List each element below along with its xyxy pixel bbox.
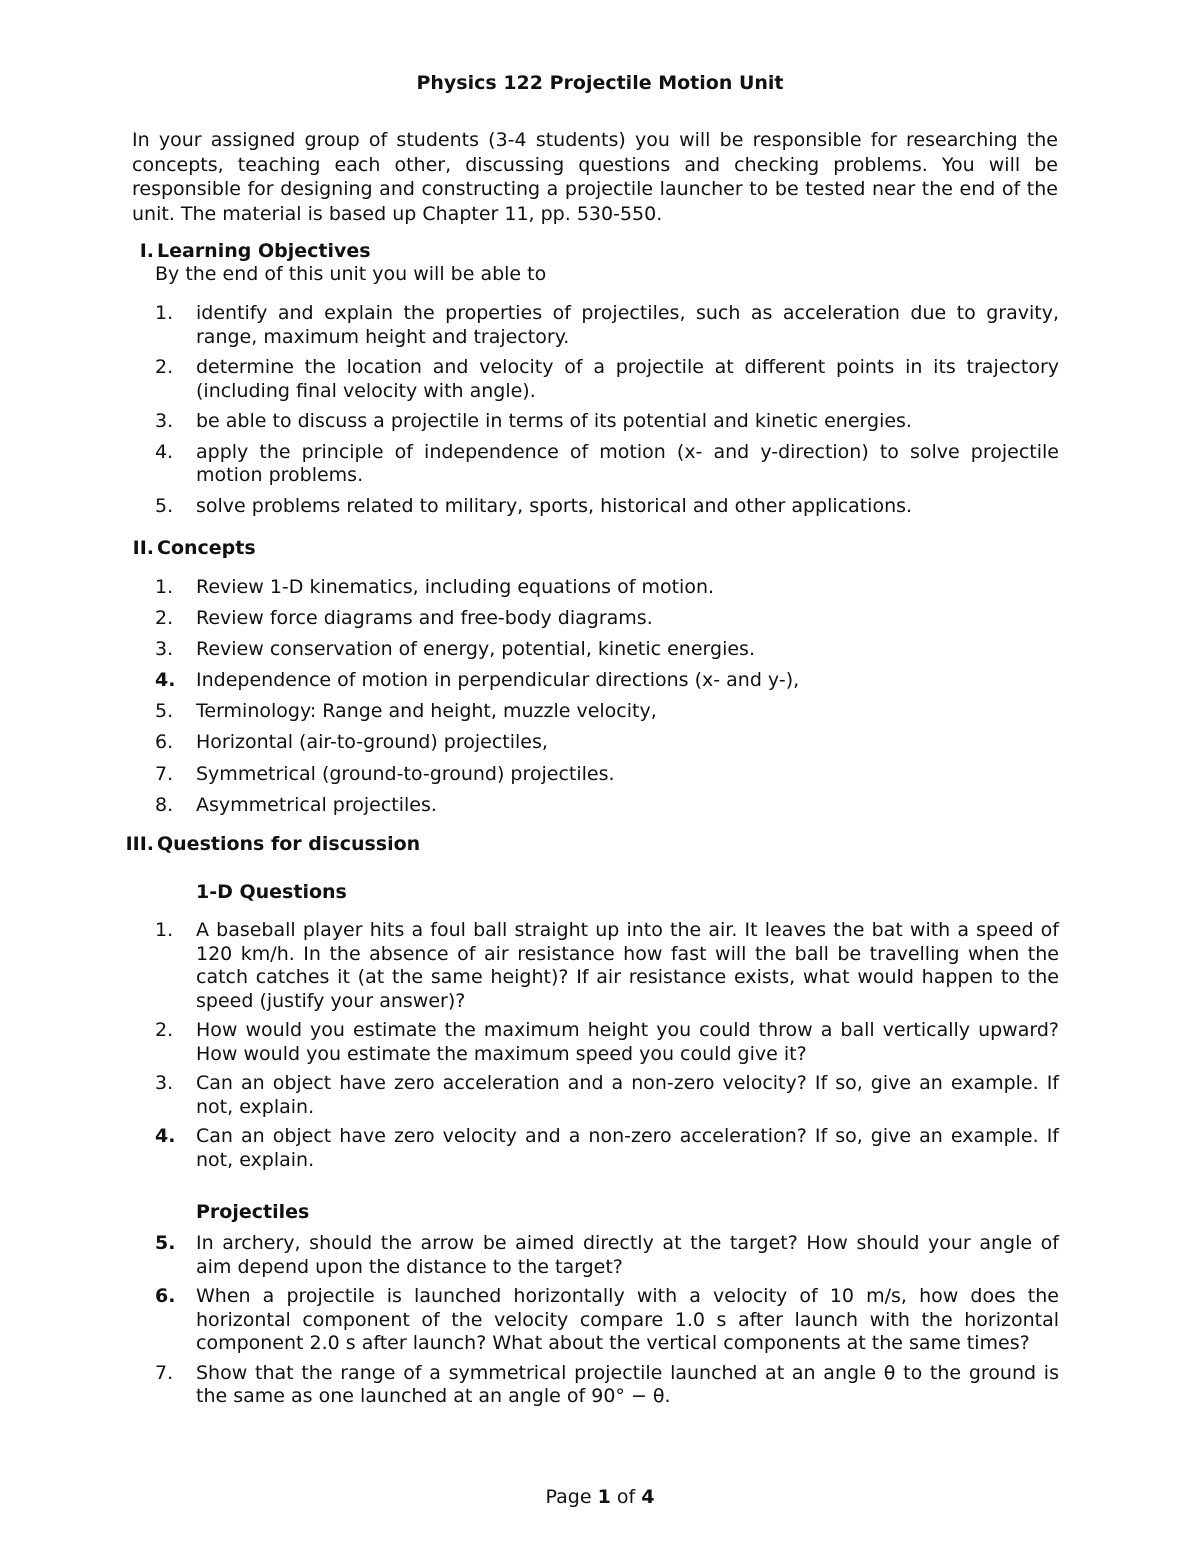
item-text: Review 1-D kinematics, including equations of motion. [196, 576, 715, 598]
item-number: 1. [155, 576, 174, 598]
list-item [0, 410, 1059, 434]
questions-projectiles-list [0, 1232, 1059, 1415]
item-text: Independence of motion in perpendicular directions (x- and y-), [196, 669, 800, 692]
item-number: 1. [155, 302, 174, 324]
item-number: 3. [155, 638, 174, 661]
item-text: When a projectile is launched horizontally with a velocity of 10 m/s, how does the horizontal component of the velocity compare 1.0 s after launch with the horizontal component 2.0 s after launch? What about the vertical components at the same times? [196, 1285, 1059, 1354]
concepts-list [0, 576, 1059, 825]
item-number: 4. [155, 1125, 176, 1147]
section-lead: By the end of this unit you will be able to [155, 263, 547, 285]
item-number: 7. [155, 762, 174, 785]
item-number: 8. [155, 793, 174, 816]
item-number: 6. [155, 1285, 176, 1307]
item-text: apply the principle of independence of motion (x- and y-direction) to solve projectile motion problems. [196, 440, 1059, 486]
item-text: Review force diagrams and free-body diagrams. [196, 607, 653, 630]
item-text: solve problems related to military, sports, historical and other applications. [196, 494, 913, 517]
list-item [0, 731, 1059, 755]
subsection-heading-projectiles: Projectiles [196, 1201, 310, 1223]
list-item [0, 1019, 1059, 1066]
item-text: How would you estimate the maximum height you could throw a ball vertically upward? How would you estimate the maximum speed you could give it? [196, 1019, 1059, 1065]
list-item [0, 1362, 1059, 1409]
section-title: Learning Objectives [157, 240, 371, 262]
footer-current-page: 1 [597, 1486, 611, 1508]
item-number: 5. [155, 700, 174, 723]
item-text: Review conservation of energy, potential, kinetic energies. [196, 638, 755, 661]
list-item [0, 638, 1059, 662]
item-number: 7. [155, 1361, 174, 1384]
objectives-list [0, 302, 1059, 525]
list-item [0, 302, 1059, 349]
section-heading-concepts [110, 537, 256, 559]
list-item [0, 356, 1059, 403]
list-item [0, 576, 1059, 600]
item-number: 4. [155, 440, 174, 463]
section-title: Concepts [157, 537, 256, 559]
page-title: Physics 122 Projectile Motion Unit [416, 72, 784, 94]
footer-prefix: Page [545, 1486, 598, 1508]
subsection-heading-1d: 1-D Questions [196, 881, 347, 903]
item-text: Show that the range of a symmetrical projectile launched at an angle θ to the ground is the same as one launched at an angle of 90° − θ. [196, 1361, 1059, 1407]
item-text: Horizontal (air-to-ground) projectiles, [196, 731, 548, 754]
list-item [0, 1072, 1059, 1119]
questions-1d-list [0, 919, 1059, 1178]
section-heading-questions [110, 833, 420, 855]
item-text: Asymmetrical projectiles. [196, 793, 437, 816]
page-footer [0, 1486, 1200, 1508]
item-text: Can an object have zero velocity and a non-zero acceleration? If so, give an example. If not, explain. [196, 1125, 1059, 1171]
intro-paragraph: In your assigned group of students (3-4 students) you will be responsible for researching the concepts, teaching each other, discussing questions and checking problems. You will be responsible for designing and constructing a projectile launcher to be tested near the end of the unit. The material is based up Chapter 11, pp. 530-550. [132, 129, 1058, 225]
section-number: II. [132, 537, 154, 559]
section-title: Questions for discussion [157, 833, 421, 855]
list-item [0, 669, 1059, 693]
item-number: 2. [155, 356, 174, 378]
item-text: Terminology: Range and height, muzzle velocity, [196, 700, 657, 723]
section-number: I. [139, 240, 154, 262]
item-text: identify and explain the properties of projectiles, such as acceleration due to gravity, range, maximum height and trajectory. [196, 302, 1059, 348]
footer-total-pages: 4 [641, 1486, 655, 1508]
list-item [0, 763, 1059, 787]
section-number: III. [125, 833, 154, 855]
list-item [0, 794, 1059, 818]
list-item [0, 1125, 1059, 1172]
section-heading-objectives [110, 240, 371, 262]
list-item [0, 919, 1059, 1013]
item-text: Symmetrical (ground-to-ground) projectiles. [196, 762, 615, 785]
item-number: 5. [155, 494, 174, 517]
item-text: Can an object have zero acceleration and a non-zero velocity? If so, give an example. If not, explain. [196, 1072, 1059, 1118]
list-item [0, 607, 1059, 631]
item-number: 1. [155, 919, 174, 941]
item-number: 2. [155, 607, 174, 630]
item-text: be able to discuss a projectile in terms of its potential and kinetic energies. [196, 410, 912, 432]
item-number: 6. [155, 731, 174, 754]
item-number: 5. [155, 1232, 176, 1254]
list-item [0, 1232, 1059, 1279]
item-text: determine the location and velocity of a projectile at different points in its trajectory (including final velocity with angle). [196, 356, 1059, 402]
item-text: In archery, should the arrow be aimed directly at the target? How should your angle of aim depend upon the distance to the target? [196, 1232, 1059, 1278]
item-number: 3. [155, 410, 174, 432]
item-text: A baseball player hits a foul ball straight up into the air. It leaves the bat with a speed of 120 km/h. In the absence of air resistance how fast will the ball be travelling when the catch catches it (at the same height)? If air resistance exists, what would happen to the speed (justify your answer)? [196, 919, 1059, 1012]
item-number: 4. [155, 669, 176, 692]
item-number: 2. [155, 1019, 174, 1041]
list-item [0, 700, 1059, 724]
footer-middle: of [610, 1486, 642, 1508]
item-number: 3. [155, 1072, 174, 1094]
list-item [0, 1285, 1059, 1356]
list-item [0, 495, 1059, 519]
list-item [0, 441, 1059, 488]
